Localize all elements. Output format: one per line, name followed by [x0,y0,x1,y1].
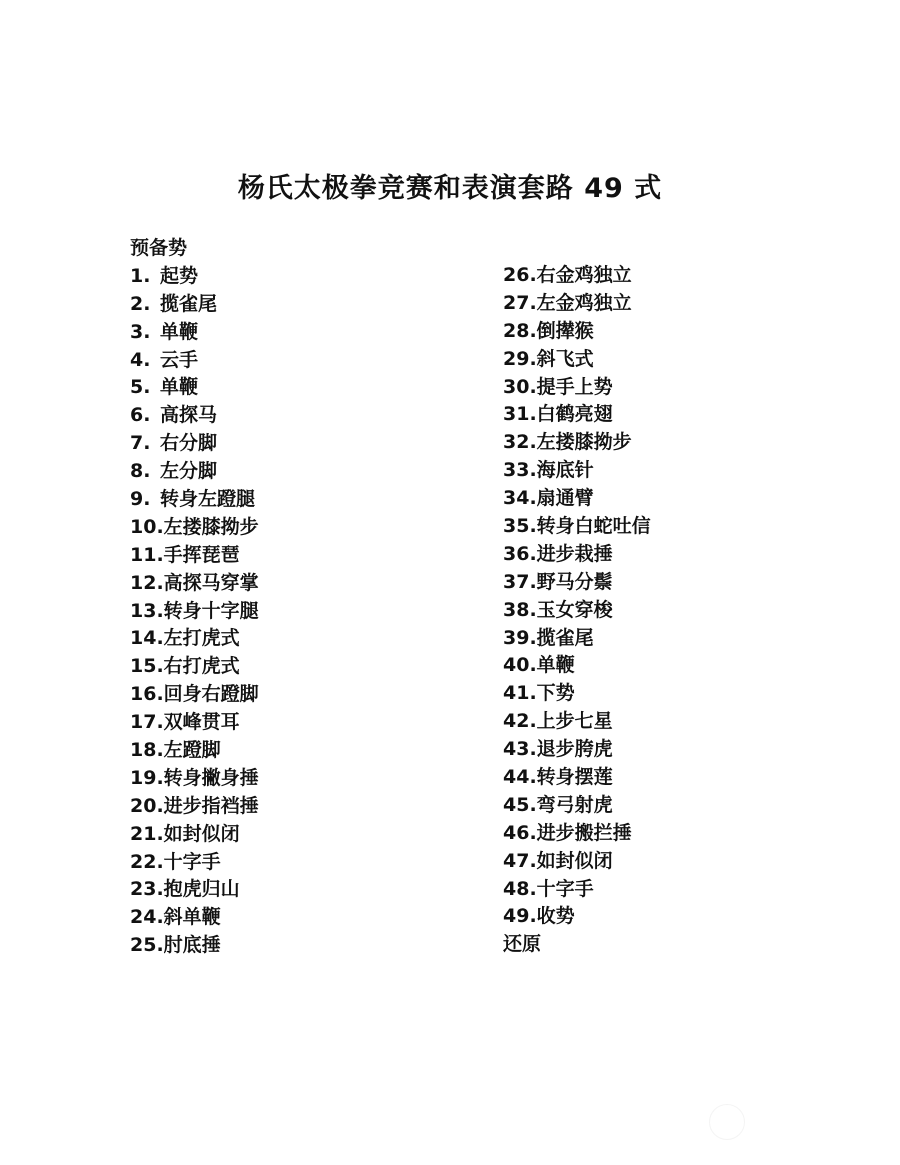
form-name: 抱虎归山 [163,878,240,901]
form-number: 46. [503,821,537,844]
form-name: 玉女穿梭 [536,598,613,621]
form-name: 左打虎式 [163,627,240,650]
form-number: 40. [503,654,537,677]
form-item [130,570,460,598]
form-name: 进步栽捶 [536,542,613,565]
form-number: 47. [503,849,537,872]
left-form-list [130,263,460,960]
form-item [130,793,460,821]
form-number: 49. [503,905,537,928]
form-number: 27. [503,291,537,314]
form-item [503,736,833,764]
form-name: 进步指裆捶 [163,794,259,817]
form-item [503,290,833,318]
form-item [130,458,460,486]
form-name: 提手上势 [536,375,613,398]
form-number: 29. [503,347,537,370]
form-name: 右金鸡独立 [536,264,632,286]
form-name: 左搂膝拗步 [163,515,259,538]
form-name: 倒撵猴 [536,319,594,342]
form-name: 单鞭 [160,320,199,343]
form-item [130,347,460,375]
form-item [503,820,833,848]
form-name: 揽雀尾 [536,626,594,649]
form-name: 转身撇身捶 [163,766,259,789]
form-number: 6. [130,404,151,427]
form-name: 双峰贯耳 [163,711,240,734]
form-item [130,765,460,793]
form-name: 起势 [160,264,199,287]
form-item [503,485,833,513]
form-name: 下势 [536,682,575,705]
form-number: 37. [503,570,537,593]
form-name: 右分脚 [160,432,218,455]
form-item [503,513,833,541]
form-item [130,598,460,626]
form-name: 左分脚 [160,460,218,483]
form-name: 揽雀尾 [160,292,218,315]
form-name: 十字手 [163,850,221,873]
form-number: 14. [130,627,164,650]
form-name: 云手 [160,348,199,371]
form-number: 45. [503,793,537,816]
form-item [130,653,460,681]
form-name: 转身摆莲 [536,766,613,789]
form-item [130,625,460,653]
form-item [130,737,460,765]
form-item [130,876,460,904]
form-number: 42. [503,710,537,733]
watermark-seal [709,1104,745,1140]
form-number: 18. [130,739,164,762]
form-item [503,401,833,429]
form-number: 10. [130,515,164,538]
form-name: 手挥琵琶 [163,543,240,566]
form-item [130,849,460,877]
form-item [130,291,460,319]
form-number: 30. [503,375,537,398]
form-number: 16. [130,683,164,706]
form-name: 进步搬拦捶 [536,821,632,844]
form-item [130,821,460,849]
form-number: 44. [503,766,537,789]
form-number: 35. [503,515,537,538]
form-name: 左金鸡独立 [536,291,632,314]
form-name: 转身左蹬腿 [160,488,256,511]
form-item [130,542,460,570]
form-name: 弯弓射虎 [536,793,613,816]
form-number: 17. [130,711,164,734]
form-name: 转身白蛇吐信 [536,515,651,538]
form-name: 高探马穿掌 [163,571,259,594]
form-name: 转身十字腿 [163,599,259,622]
form-number: 39. [503,626,537,649]
form-name: 如封似闭 [163,822,240,845]
form-item [503,429,833,457]
form-name: 斜飞式 [536,347,594,370]
form-item [503,346,833,374]
form-item [130,709,460,737]
form-name: 左搂膝拗步 [536,431,632,454]
form-number: 32. [503,431,537,454]
form-number: 20. [130,794,164,817]
form-number: 25. [130,934,164,957]
form-item [503,262,833,290]
form-number: 31. [503,403,537,426]
form-number: 7. [130,432,151,455]
form-item [130,904,460,932]
right-form-list [503,262,833,931]
form-item [503,764,833,792]
form-item [130,319,460,347]
form-name: 高探马 [160,404,218,427]
form-item [130,486,460,514]
form-number: 38. [503,598,537,621]
form-number: 28. [503,319,537,342]
form-number: 1. [130,264,151,287]
form-number: 2. [130,292,151,315]
form-number: 22. [130,850,164,873]
form-name: 野马分鬃 [536,570,613,593]
form-number: 36. [503,542,537,565]
right-column [503,262,833,959]
form-item [503,625,833,653]
form-number: 33. [503,459,537,482]
form-item [130,932,460,960]
form-item [503,876,833,904]
closing-form: 还原 [503,933,542,956]
form-name: 白鹤亮翅 [536,403,613,426]
form-item [130,263,460,291]
form-number: 13. [130,599,164,622]
form-number: 4. [130,348,151,371]
form-name: 肘底捶 [163,934,221,957]
form-name: 左蹬脚 [163,739,221,762]
form-number: 15. [130,655,164,678]
form-name: 单鞭 [536,654,575,677]
form-number: 48. [503,877,537,900]
form-name: 扇通臂 [536,487,594,510]
form-number: 43. [503,738,537,761]
form-number: 5. [130,376,151,399]
form-name: 十字手 [536,877,594,900]
form-name: 上步七星 [536,710,613,733]
form-item [503,792,833,820]
form-name: 退步胯虎 [536,738,613,761]
form-item [503,848,833,876]
form-number: 12. [130,571,164,594]
form-item [503,318,833,346]
form-item [503,457,833,485]
form-name: 海底针 [536,459,594,482]
form-number: 21. [130,822,164,845]
form-item [503,652,833,680]
page-title: 杨氏太极拳竞赛和表演套路 49 式 [237,173,663,204]
form-name: 右打虎式 [163,655,240,678]
form-item [130,430,460,458]
form-name: 回身右蹬脚 [163,683,259,706]
prep-heading: 预备势 [130,237,188,259]
form-item [503,374,833,402]
form-number: 34. [503,487,537,510]
form-item [503,569,833,597]
form-number: 9. [130,488,151,511]
form-name: 收势 [536,905,575,928]
form-number: 8. [130,460,151,483]
form-number: 26. [503,264,537,286]
form-item [503,680,833,708]
form-number: 11. [130,543,164,566]
form-item [503,597,833,625]
form-item [503,903,833,931]
form-number: 3. [130,320,151,343]
form-name: 单鞭 [160,376,199,399]
left-column [130,235,460,960]
form-name: 斜单鞭 [163,906,221,929]
form-item [130,681,460,709]
form-item [130,374,460,402]
form-number: 19. [130,766,164,789]
form-number: 24. [130,906,164,929]
form-number: 41. [503,682,537,705]
form-item [130,402,460,430]
form-name: 如封似闭 [536,849,613,872]
form-number: 23. [130,878,164,901]
form-item [130,514,460,542]
form-item [503,541,833,569]
form-item [503,708,833,736]
